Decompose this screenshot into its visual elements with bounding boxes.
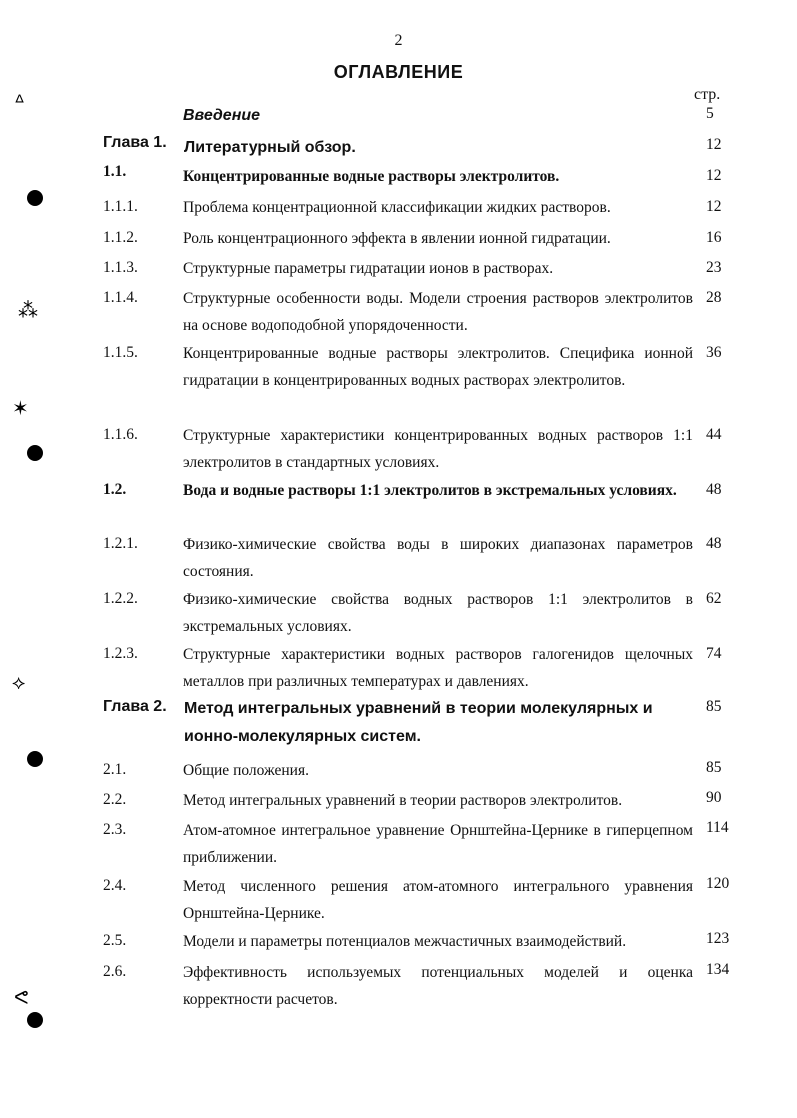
toc-entry-number: 1.1.3. — [103, 259, 138, 276]
toc-entry-text: Концентрированные водные растворы электролитов. — [183, 168, 560, 185]
binder-hole-icon — [27, 1012, 43, 1028]
scan-mark-icon: ⟡ — [12, 670, 26, 694]
toc-entry-number: 1.2.1. — [103, 535, 138, 552]
toc-entry-page: 120 — [706, 875, 730, 892]
toc-entry-number: 2.5. — [103, 932, 127, 949]
toc-entry-number: 1.1.2. — [103, 229, 138, 246]
toc-entry-page: 90 — [706, 789, 722, 806]
toc-entry-page: 28 — [706, 289, 722, 306]
toc-title: ОГЛАВЛЕНИЕ — [333, 62, 464, 82]
toc-entry-page: 114 — [706, 819, 729, 836]
toc-entry-text: Метод численного решения атом-атомного интегрального уравнения Орнштейна-Цернике. — [183, 878, 693, 922]
toc-entry-number: 1.2.3. — [103, 645, 138, 662]
toc-entry-number: 2.2. — [103, 791, 127, 808]
toc-entry-text: Модели и параметры потенциалов межчастичных взаимодействий. — [183, 933, 627, 950]
toc-entry-text: Метод интегральных уравнений в теории молекулярных и ионно-молекулярных систем. — [184, 700, 653, 745]
toc-entry-number: 1.1.4. — [103, 289, 138, 306]
toc-entry-page: 12 — [706, 167, 722, 184]
toc-entry-page: 5 — [706, 105, 714, 122]
toc-entry-number: 2.4. — [103, 877, 127, 894]
scan-mark-icon: ᕙ — [14, 985, 29, 1009]
toc-entry-text: Введение — [183, 107, 261, 124]
toc-entry-number: 1.1.6. — [103, 426, 138, 443]
toc-entry-number: 1.1.5. — [103, 344, 138, 361]
toc-entry-text: Эффективность используемых потенциальных моделей и оценка корректности расчетов. — [183, 964, 693, 1008]
toc-entry-page: 44 — [706, 426, 722, 443]
toc-entry-page: 16 — [706, 229, 722, 246]
toc-entry-page: 134 — [706, 961, 730, 978]
toc-entry-page: 12 — [706, 136, 722, 153]
toc-entry-text: Физико-химические свойства воды в широких диапазонах параметров состояния. — [183, 536, 693, 580]
toc-entry-text: Структурные характеристики водных растворов галогенидов щелочных металлов при различных температурах и давлениях. — [183, 646, 693, 690]
toc-entry-text: Концентрированные водные растворы электролитов. Специфика ионной гидратации в концентрированных водных растворах электролитов. — [183, 345, 693, 389]
toc-entry-number: 1.1.1. — [103, 198, 138, 215]
toc-entry-text: Литературный обзор. — [184, 139, 356, 156]
toc-entry-text: Проблема концентрационной классификации жидких растворов. — [183, 199, 611, 216]
toc-entry-page: 123 — [706, 930, 730, 947]
toc-entry-text: Роль концентрационного эффекта в явлении ионной гидратации. — [183, 230, 611, 247]
scan-mark-icon: ᐞ — [14, 90, 25, 114]
toc-entry-text: Общие положения. — [183, 762, 309, 779]
toc-entry-page: 12 — [706, 198, 722, 215]
toc-entry-number: 1.2.2. — [103, 590, 138, 607]
page-number: 2 — [394, 32, 403, 49]
toc-entry-page: 62 — [706, 590, 722, 607]
toc-entry-page: 36 — [706, 344, 722, 361]
toc-entry-text: Физико-химические свойства водных растворов 1:1 электролитов в экстремальных условиях. — [183, 591, 693, 635]
toc-entry-number: 1.2. — [103, 481, 127, 498]
toc-entry-number: Глава 1. — [103, 134, 167, 151]
toc-entry-page: 48 — [706, 535, 722, 552]
toc-entry-page: 74 — [706, 645, 722, 662]
toc-entry-number: 2.3. — [103, 821, 127, 838]
binder-hole-icon — [27, 190, 43, 206]
toc-entry-text: Структурные характеристики концентрированных водных растворов 1:1 электролитов в стандартных условиях. — [183, 427, 693, 471]
toc-entry-number: 1.1. — [103, 163, 127, 180]
toc-entry-page: 48 — [706, 481, 722, 498]
toc-entry-text: Структурные параметры гидратации ионов в растворах. — [183, 260, 554, 277]
toc-entry-number: Глава 2. — [103, 698, 167, 715]
toc-entry-number: 2.1. — [103, 761, 127, 778]
toc-entry-page: 23 — [706, 259, 722, 276]
scan-mark-icon: ⁂ — [18, 298, 38, 322]
toc-entry-page: 85 — [706, 759, 722, 776]
toc-entry-text: Вода и водные растворы 1:1 электролитов в экстремальных условиях. — [183, 482, 677, 499]
toc-entry-number: 2.6. — [103, 963, 127, 980]
scan-mark-icon: ✶ — [12, 396, 29, 420]
toc-entry-page: 85 — [706, 698, 722, 715]
toc-entry-text: Структурные особенности воды. Модели строения растворов электролитов на основе водоподобной упорядоченности. — [183, 290, 693, 334]
toc-entry-text: Атом-атомное интегральное уравнение Орнштейна-Цернике в гиперцепном приближении. — [183, 822, 693, 866]
page-column-label: стр. — [694, 86, 721, 103]
binder-hole-icon — [27, 751, 43, 767]
toc-entry-text: Метод интегральных уравнений в теории растворов электролитов. — [183, 792, 623, 809]
binder-hole-icon — [27, 445, 43, 461]
